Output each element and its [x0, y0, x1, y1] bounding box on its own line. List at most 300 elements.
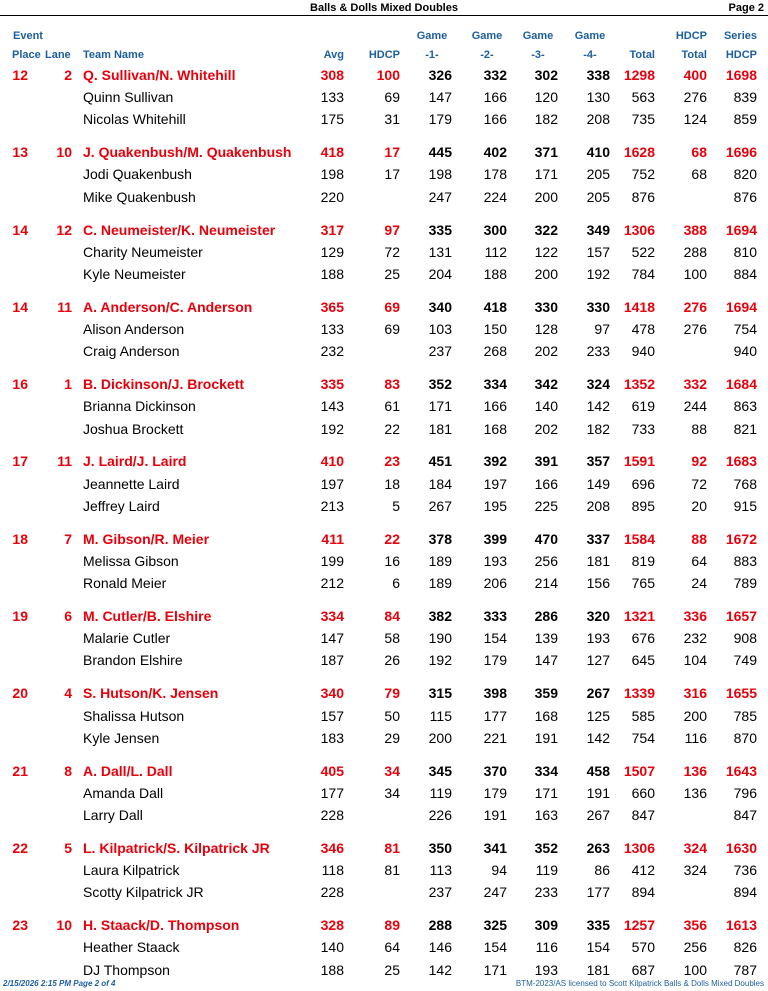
bowler-total: 940 [631, 343, 655, 360]
team-total: 1339 [623, 685, 655, 702]
bowler-total: 570 [631, 939, 655, 956]
bowler-hdcp: 26 [384, 652, 400, 669]
bowler-name: Jeffrey Laird [83, 497, 160, 514]
bowler-total: 563 [631, 89, 655, 106]
bowler-avg: 177 [320, 784, 344, 801]
bowler-row [0, 186, 768, 208]
bowler-hdcp_total: 100 [683, 961, 707, 978]
bowler-hdcp_total: 256 [683, 939, 707, 956]
team-g2: 341 [483, 839, 507, 856]
title-divider [0, 15, 768, 16]
bowler-series: 839 [733, 89, 757, 106]
team-name: J. Laird/J. Laird [83, 453, 187, 470]
bowler-row [0, 959, 768, 981]
bowler-avg: 133 [320, 89, 344, 106]
header-place: Place [12, 49, 41, 61]
bowler-series: 859 [733, 111, 757, 128]
bowler-hdcp: 61 [384, 398, 400, 415]
bowler-avg: 129 [320, 243, 344, 260]
team-g2: 325 [483, 917, 507, 934]
team-total: 1418 [623, 298, 655, 315]
team-avg: 405 [320, 762, 344, 779]
team-total: 1352 [623, 376, 655, 393]
team-hdcp: 83 [384, 376, 400, 393]
bowler-hdcp_total: 116 [684, 729, 707, 746]
bowler-g2: 179 [483, 784, 507, 801]
bowler-series: 826 [733, 939, 757, 956]
bowler-g4: 192 [586, 265, 610, 282]
bowler-series: 870 [733, 729, 757, 746]
team-lane: 4 [64, 685, 72, 702]
team-g1: 378 [428, 530, 452, 547]
bowler-name: DJ Thompson [83, 961, 170, 978]
team-avg: 410 [320, 453, 344, 470]
bowler-row [0, 395, 768, 417]
team-avg: 335 [320, 376, 344, 393]
bowler-total: 895 [631, 497, 655, 514]
team-g4: 330 [586, 298, 610, 315]
header-total: Total [629, 49, 655, 61]
bowler-name: Laura Kilpatrick [83, 862, 180, 879]
bowler-g1: 226 [428, 807, 452, 824]
team-g2: 392 [483, 453, 507, 470]
team-hdcp: 34 [384, 762, 400, 779]
team-lane: 10 [56, 917, 72, 934]
team-hdcp_total: 332 [683, 376, 707, 393]
team-series: 1684 [725, 376, 757, 393]
bowler-name: Heather Staack [83, 939, 180, 956]
team-lane: 6 [64, 608, 72, 625]
team-hdcp: 23 [384, 453, 400, 470]
team-lane: 1 [64, 376, 72, 393]
bowler-avg: 175 [320, 111, 344, 128]
header-game2: -2- [480, 49, 494, 61]
bowler-name: Jeannette Laird [83, 475, 180, 492]
bowler-g1: 103 [428, 321, 452, 338]
standings-table [0, 64, 768, 991]
team-hdcp_total: 88 [691, 530, 707, 547]
team-total: 1507 [623, 762, 655, 779]
bowler-g2: 177 [483, 707, 507, 724]
bowler-hdcp: 81 [384, 862, 400, 879]
bowler-g1: 190 [428, 630, 452, 647]
footer-timestamp: 2/15/2026 2:15 PM Page 2 of 4 [3, 979, 116, 988]
bowler-g2: 171 [483, 961, 507, 978]
bowler-g3: 122 [534, 243, 558, 260]
bowler-g4: 156 [586, 575, 610, 592]
bowler-row [0, 495, 768, 517]
team-series: 1657 [725, 608, 757, 625]
team-series: 1643 [725, 762, 757, 779]
bowler-g1: 204 [428, 265, 452, 282]
header-game4-top: Game [574, 30, 606, 42]
team-place: 13 [12, 144, 28, 161]
bowler-g2: 193 [483, 552, 507, 569]
team-g4: 458 [586, 762, 610, 779]
bowler-g3: 256 [534, 552, 558, 569]
bowler-g4: 233 [586, 343, 610, 360]
team-lane: 2 [64, 67, 72, 83]
bowler-hdcp_total: 276 [683, 321, 707, 338]
team-series: 1694 [725, 298, 757, 315]
bowler-row [0, 705, 768, 727]
bowler-g4: 86 [594, 862, 610, 879]
bowler-g4: 181 [586, 552, 610, 569]
bowler-row [0, 936, 768, 958]
bowler-name: Ronald Meier [83, 575, 167, 592]
bowler-row [0, 627, 768, 649]
bowler-g2: 195 [483, 497, 507, 514]
bowler-hdcp: 50 [384, 707, 400, 724]
team-series: 1655 [725, 685, 757, 702]
bowler-name: Charity Neumeister [83, 243, 203, 260]
team-avg: 411 [321, 530, 344, 547]
team-g4: 337 [586, 530, 610, 547]
team-g2: 334 [483, 376, 507, 393]
bowler-g4: 208 [586, 111, 610, 128]
bowler-hdcp_total: 276 [683, 89, 707, 106]
bowler-total: 585 [631, 707, 655, 724]
bowler-row [0, 782, 768, 804]
bowler-avg: 157 [320, 707, 344, 724]
bowler-name: Kyle Jensen [83, 729, 160, 746]
bowler-total: 645 [631, 652, 655, 669]
team-avg: 346 [320, 839, 344, 856]
bowler-avg: 228 [320, 884, 344, 901]
team-group [0, 837, 768, 914]
bowler-total: 522 [631, 243, 655, 260]
team-avg: 365 [320, 298, 344, 315]
team-total: 1306 [623, 221, 655, 238]
bowler-avg: 118 [321, 862, 344, 879]
header-game3-top: Game [522, 30, 554, 42]
bowler-g4: 142 [586, 398, 610, 415]
bowler-row [0, 318, 768, 340]
bowler-name: Alison Anderson [83, 321, 185, 338]
team-place: 14 [12, 221, 28, 238]
team-lane: 11 [57, 453, 72, 470]
bowler-name: Craig Anderson [83, 343, 180, 360]
team-g4: 335 [586, 917, 610, 934]
bowler-hdcp: 17 [384, 166, 400, 183]
bowler-g1: 184 [428, 475, 452, 492]
team-series: 1683 [725, 453, 757, 470]
bowler-name: Nicolas Whitehill [83, 111, 186, 128]
bowler-row [0, 418, 768, 440]
team-total: 1628 [623, 144, 655, 161]
team-hdcp: 97 [384, 221, 400, 238]
team-group [0, 605, 768, 682]
team-name: J. Quakenbush/M. Quakenbush [83, 144, 292, 161]
bowler-g1: 247 [428, 188, 452, 205]
team-hdcp_total: 356 [683, 917, 707, 934]
bowler-hdcp_total: 64 [691, 552, 707, 569]
bowler-series: 940 [733, 343, 757, 360]
bowler-g2: 166 [483, 398, 507, 415]
bowler-hdcp: 72 [384, 243, 400, 260]
team-g1: 315 [428, 685, 452, 702]
team-g3: 342 [534, 376, 558, 393]
bowler-series: 820 [733, 166, 757, 183]
team-place: 18 [12, 530, 28, 547]
bowler-hdcp_total: 200 [683, 707, 707, 724]
team-g3: 286 [534, 608, 558, 625]
bowler-hdcp: 5 [392, 497, 400, 514]
team-hdcp_total: 92 [691, 453, 707, 470]
bowler-hdcp_total: 104 [683, 652, 707, 669]
bowler-g1: 142 [428, 961, 452, 978]
bowler-hdcp: 22 [384, 420, 400, 437]
bowler-g1: 179 [428, 111, 452, 128]
team-avg: 317 [320, 221, 344, 238]
bowler-g4: 125 [586, 707, 610, 724]
team-lane: 11 [57, 298, 72, 315]
bowler-hdcp_total: 100 [683, 265, 707, 282]
bowler-g4: 130 [586, 89, 610, 106]
team-hdcp_total: 68 [691, 144, 707, 161]
bowler-avg: 187 [320, 652, 344, 669]
team-total: 1321 [623, 608, 655, 625]
team-group [0, 373, 768, 450]
bowler-series: 736 [733, 862, 757, 879]
bowler-g3: 120 [534, 89, 558, 106]
bowler-name: Mike Quakenbush [83, 188, 196, 205]
bowler-g1: 171 [428, 398, 452, 415]
footer-license: BTM-2023/AS licensed to Scott Kilpatrick Balls & Dolls Mixed Doubles [515, 979, 764, 988]
bowler-avg: 199 [320, 552, 344, 569]
bowler-g2: 178 [483, 166, 507, 183]
team-g2: 332 [483, 67, 507, 83]
bowler-g3: 140 [534, 398, 558, 415]
bowler-series: 796 [733, 784, 757, 801]
bowler-hdcp: 31 [384, 111, 400, 128]
team-hdcp: 22 [384, 530, 400, 547]
bowler-name: Amanda Dall [83, 784, 164, 801]
bowler-row [0, 263, 768, 285]
bowler-hdcp_total: 232 [683, 630, 707, 647]
bowler-hdcp: 6 [392, 575, 400, 592]
team-g2: 333 [483, 608, 507, 625]
bowler-series: 883 [733, 552, 757, 569]
header-series-top: Series [723, 30, 757, 42]
bowler-series: 876 [733, 188, 757, 205]
team-place: 19 [12, 608, 28, 625]
bowler-series: 789 [733, 575, 757, 592]
bowler-avg: 232 [320, 343, 344, 360]
team-g4: 324 [586, 376, 610, 393]
bowler-row [0, 241, 768, 263]
bowler-g1: 237 [428, 884, 452, 901]
bowler-g4: 205 [586, 166, 610, 183]
header-team-name: Team Name [83, 49, 144, 61]
team-g4: 263 [586, 839, 610, 856]
bowler-total: 676 [631, 630, 655, 647]
team-place: 16 [12, 376, 28, 393]
bowler-row [0, 163, 768, 185]
team-g4: 267 [586, 685, 610, 702]
team-place: 17 [12, 453, 28, 470]
bowler-name: Kyle Neumeister [83, 265, 186, 282]
bowler-total: 412 [631, 862, 655, 879]
bowler-avg: 147 [320, 630, 344, 647]
bowler-g1: 147 [428, 89, 452, 106]
team-hdcp: 69 [384, 298, 400, 315]
team-name: B. Dickinson/J. Brockett [83, 376, 245, 393]
bowler-hdcp_total: 244 [683, 398, 707, 415]
team-series: 1630 [725, 839, 757, 856]
bowler-name: Shalissa Hutson [83, 707, 185, 724]
bowler-series: 749 [733, 652, 757, 669]
page-number: Page 2 [728, 2, 764, 14]
team-g4: 410 [586, 144, 610, 161]
team-place: 23 [12, 917, 28, 934]
bowler-total: 660 [631, 784, 655, 801]
bowler-hdcp: 25 [384, 265, 400, 282]
bowler-g2: 221 [483, 729, 507, 746]
bowler-g3: 214 [534, 575, 558, 592]
team-total: 1257 [623, 917, 655, 934]
bowler-g4: 267 [586, 807, 610, 824]
bowler-g3: 119 [535, 862, 558, 879]
bowler-g3: 168 [534, 707, 558, 724]
bowler-name: Melissa Gibson [83, 552, 179, 569]
bowler-name: Quinn Sullivan [83, 89, 174, 106]
team-lane: 8 [64, 762, 72, 779]
bowler-series: 884 [733, 265, 757, 282]
bowler-total: 733 [631, 420, 655, 437]
bowler-g1: 200 [428, 729, 452, 746]
bowler-total: 784 [631, 265, 655, 282]
report-title-bar [0, 1, 768, 16]
team-series: 1672 [725, 530, 757, 547]
bowler-total: 819 [631, 552, 655, 569]
team-g1: 335 [428, 221, 452, 238]
bowler-g1: 189 [428, 575, 452, 592]
bowler-hdcp: 34 [384, 784, 400, 801]
bowler-row [0, 550, 768, 572]
team-row [0, 373, 768, 395]
bowler-total: 735 [631, 111, 655, 128]
bowler-row [0, 881, 768, 903]
header-game3: -3- [531, 49, 545, 61]
bowler-avg: 228 [320, 807, 344, 824]
bowler-total: 696 [631, 475, 655, 492]
bowler-g4: 154 [586, 939, 610, 956]
bowler-g3: 147 [534, 652, 558, 669]
team-row [0, 760, 768, 782]
bowler-row [0, 340, 768, 362]
team-row [0, 141, 768, 163]
bowler-g4: 193 [586, 630, 610, 647]
bowler-avg: 212 [320, 575, 344, 592]
bowler-g4: 191 [586, 784, 610, 801]
team-g4: 338 [586, 67, 610, 83]
bowler-row [0, 804, 768, 826]
bowler-g1: 267 [428, 497, 452, 514]
bowler-name: Scotty Kilpatrick JR [83, 884, 204, 901]
bowler-g4: 208 [586, 497, 610, 514]
team-g3: 334 [534, 762, 558, 779]
bowler-total: 478 [631, 321, 655, 338]
team-g3: 470 [534, 530, 558, 547]
bowler-g2: 112 [484, 243, 507, 260]
team-hdcp: 79 [384, 685, 400, 702]
bowler-g1: 198 [428, 166, 452, 183]
team-name: Q. Sullivan/N. Whitehill [83, 67, 236, 83]
header-game1: -1- [425, 49, 439, 61]
team-group [0, 528, 768, 605]
bowler-g3: 171 [534, 166, 558, 183]
bowler-total: 847 [631, 807, 655, 824]
team-g1: 352 [428, 376, 452, 393]
bowler-name: Joshua Brockett [83, 420, 184, 437]
team-g3: 309 [534, 917, 558, 934]
team-total: 1591 [623, 453, 655, 470]
team-avg: 418 [320, 144, 344, 161]
bowler-series: 821 [733, 420, 757, 437]
bowler-name: Brandon Elshire [83, 652, 183, 669]
bowler-name: Jodi Quakenbush [83, 166, 192, 183]
team-avg: 340 [320, 685, 344, 702]
bowler-g4: 142 [586, 729, 610, 746]
header-game2-top: Game [471, 30, 503, 42]
team-hdcp_total: 336 [683, 608, 707, 625]
team-g2: 399 [483, 530, 507, 547]
bowler-g2: 154 [483, 630, 507, 647]
team-g2: 398 [483, 685, 507, 702]
team-hdcp_total: 276 [683, 298, 707, 315]
team-total: 1584 [623, 530, 655, 547]
bowler-total: 754 [631, 729, 655, 746]
bowler-g3: 182 [534, 111, 558, 128]
bowler-g4: 182 [586, 420, 610, 437]
team-g3: 302 [534, 67, 558, 83]
team-row [0, 682, 768, 704]
bowler-hdcp: 69 [384, 321, 400, 338]
bowler-avg: 220 [320, 188, 344, 205]
bowler-total: 752 [631, 166, 655, 183]
bowler-series: 785 [733, 707, 757, 724]
bowler-g3: 139 [534, 630, 558, 647]
bowler-g2: 206 [483, 575, 507, 592]
bowler-g4: 205 [586, 188, 610, 205]
bowler-series: 894 [733, 884, 757, 901]
team-group [0, 219, 768, 296]
bowler-g2: 166 [483, 89, 507, 106]
bowler-avg: 188 [320, 265, 344, 282]
bowler-avg: 140 [320, 939, 344, 956]
bowler-g3: 116 [535, 939, 558, 956]
bowler-row [0, 859, 768, 881]
team-row [0, 837, 768, 859]
bowler-hdcp_total: 24 [691, 575, 707, 592]
bowler-avg: 188 [320, 961, 344, 978]
team-hdcp: 100 [376, 67, 400, 83]
team-g1: 288 [428, 917, 452, 934]
header-hdcp: HDCP [368, 49, 400, 61]
bowler-g4: 177 [586, 884, 610, 901]
team-group [0, 760, 768, 837]
header-event: Event [13, 30, 43, 42]
team-name: C. Neumeister/K. Neumeister [83, 221, 276, 238]
bowler-g3: 163 [534, 807, 558, 824]
team-place: 20 [12, 685, 28, 702]
bowler-row [0, 727, 768, 749]
team-g2: 300 [483, 221, 507, 238]
team-total: 1306 [623, 839, 655, 856]
team-place: 12 [12, 67, 28, 83]
team-row [0, 219, 768, 241]
